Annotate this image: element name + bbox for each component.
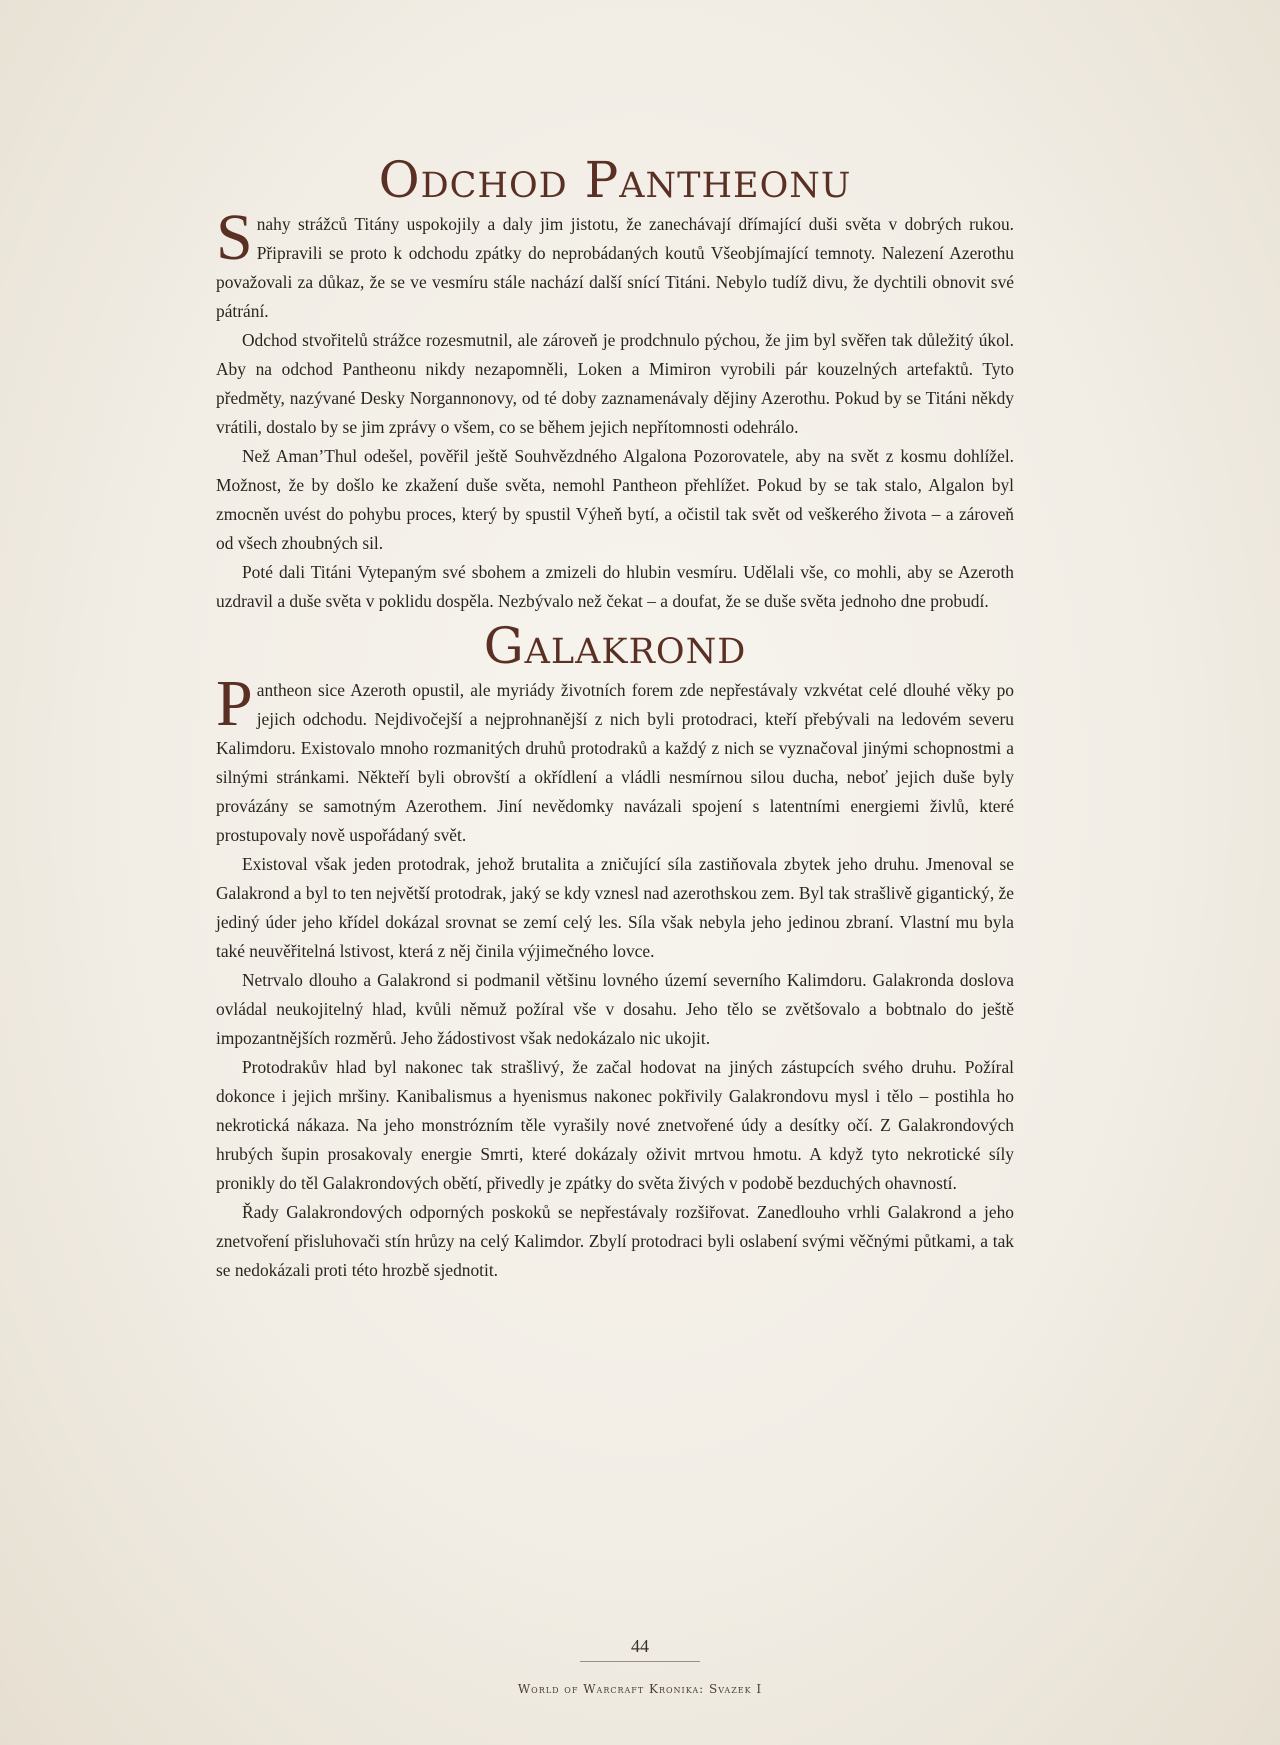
paragraph-text: antheon sice Azeroth opustil, ale myriády životních forem zde nepřestávaly vzkvétat celé dlouhé věky po jejich odchodu. Nejdivočejší a nejprohnanější z nich byli protodraci, kteří přebývali na ledovém severu Kalimdoru. Existovalo mnoho rozmanitých druhů protodraků a každý z nich se vyznačoval jinými schopnostmi a silnými stránkami. Někteří byli obrovští a okřídlení a vládli nesmírnou silou ducha, neboť jejich duše byly provázány se samotným Azerothem. Jiní nevědomky navázali spojení s latentními energiemi živlů, které prostupovaly nově uspořádaný svět.: [216, 680, 1014, 845]
page-content: [216, 150, 1014, 1285]
paragraph: Netrvalo dlouho a Galakrond si podmanil většinu lovného území severního Kalimdoru. Galakronda doslova ovládal neukojitelný hlad, kvůli němuž požíral vše v dosahu. Jeho tělo se zvětšovalo a bobtnalo do ještě impozantnějších rozměrů. Jeho žádostivost však nedokázalo nic ukojit.: [216, 970, 1014, 1048]
paragraph: Poté dali Titáni Vytepaným své sbohem a zmizeli do hlubin vesmíru. Udělali vše, co mohli, aby se Azeroth uzdravil a duše světa v poklidu dospěla. Nezbývalo než čekat – a doufat, že se duše světa jednoho dne probudí.: [216, 562, 1014, 611]
paragraph: Než Aman’Thul odešel, pověřil ještě Souhvězdného Algalona Pozorovatele, aby na svět z kosmu dohlížel. Možnost, že by došlo ke zkažení duše světa, nemohl Pantheon přehlížet. Pokud by se tak stalo, Algalon byl zmocněn uvést do pohybu proces, který by spustil Výheň bytí, a očistil tak svět od veškerého života – a zároveň od všech zhoubných sil.: [216, 446, 1014, 553]
page-number: 44: [631, 1636, 649, 1656]
paragraph: Odchod stvořitelů strážce rozesmutnil, ale zároveň je prodchnulo pýchou, že jim byl svěřen tak důležitý úkol. Aby na odchod Pantheonu nikdy nezapomněli, Loken a Mimiron vyrobili pár kouzelných artefaktů. Tyto předměty, nazývané Desky Norgannonovy, od té doby zaznamenávaly dějiny Azerothu. Pokud by se Titáni někdy vrátili, dostalo by se jim zprávy o všem, co se během jejich nepřítomnosti odehrálo.: [216, 330, 1014, 437]
section-galakrond: [216, 616, 1014, 1285]
drop-cap: P: [216, 667, 253, 740]
paragraph-text: nahy strážců Titány uspokojily a daly jim jistotu, že zanechávají dřímající duši světa v dobrých rukou. Připravili se proto k odchodu zpátky do neprobádaných koutů Všeobjímající temnoty. Nalezení Azerothu považovali za důkaz, že se ve vesmíru stále nachází další snící Titáni. Nebylo tudíž divu, že dychtili obnovit své pátrání.: [216, 214, 1014, 321]
drop-cap: S: [216, 201, 253, 274]
page-footer: [0, 1636, 1280, 1696]
paragraph: Řady Galakrondových odporných poskoků se nepřestávaly rozšiřovat. Zanedlouho vrhli Galakrond a jeho znetvoření přisluhovači stín hrůzy na celý Kalimdor. Zbylí protodraci byli oslabení svými věčnými půtkami, a tak se nedokázali proti této hrozbě sjednotit.: [216, 1202, 1014, 1280]
footer-divider: [580, 1661, 700, 1662]
running-footer-title: World of Warcraft Kronika: Svazek I: [517, 1682, 763, 1696]
section-title: Odchod Pantheonu: [378, 151, 852, 209]
paragraph: Existoval však jeden protodrak, jehož brutalita a zničující síla zastiňovala zbytek jeho druhu. Jmenoval se Galakrond a byl to ten největší protodrak, jaký se kdy vznesl nad azerothskou zem. Byl tak strašlivě gigantický, že jediný úder jeho křídel dokázal srovnat se zemí celý les. Síla však nebyla jeho jedinou zbraní. Vlastní mu byla také neuvěřitelná lstivost, která z něj činila výjimečného lovce.: [216, 854, 1014, 961]
paragraph: [216, 667, 1014, 850]
section-title: Galakrond: [483, 617, 747, 675]
paragraph: [216, 201, 1014, 326]
section-odchod-pantheonu: [216, 150, 1014, 616]
paragraph: Protodrakův hlad byl nakonec tak strašlivý, že začal hodovat na jiných zástupcích svého druhu. Požíral dokonce i jejich mršiny. Kanibalismus a hyenismus nakonec pokřivily Galakrondovu mysl i tělo – postihla ho nekrotická nákaza. Na jeho monstrózním těle vyrašily nové znetvořené údy a desítky očí. Z Galakrondových hrubých šupin prosakovaly energie Smrti, které dokázaly oživit mrtvou hmotu. A když tyto nekrotické síly pronikly do těl Galakrondových obětí, přivedly je zpátky do světa živých v podobě bezduchých ohavností.: [216, 1057, 1014, 1193]
